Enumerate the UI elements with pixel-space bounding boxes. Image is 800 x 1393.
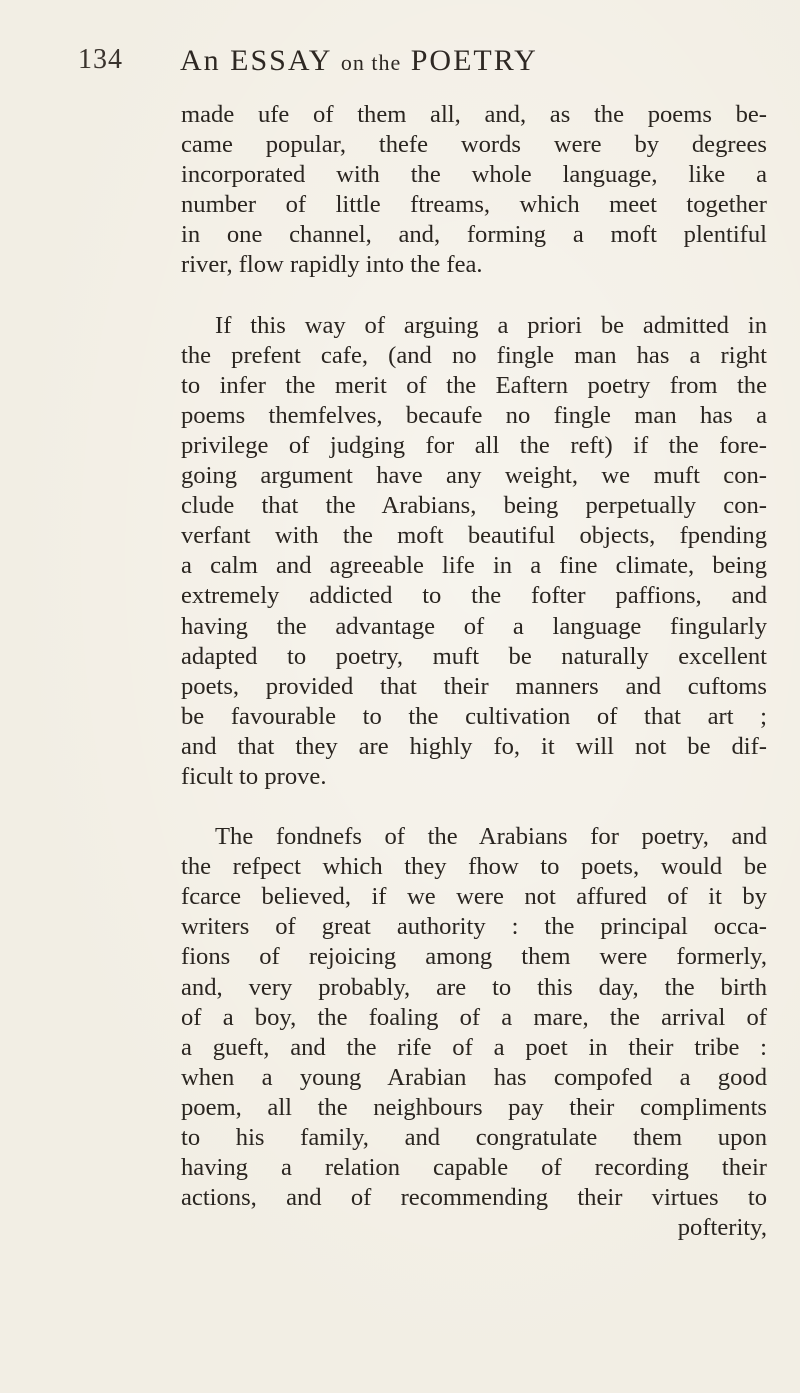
running-head-word-on-the: on the <box>340 50 402 75</box>
text-line: If this way of arguing a priori be admitted in <box>215 311 767 339</box>
text-line: to infer the merit of the Eaftern poetry from the <box>181 371 767 399</box>
text-line: clude that the Arabians, being perpetually con- <box>181 492 767 520</box>
text-line: be favourable to the cultivation of that art ; <box>181 702 767 730</box>
text-line: privilege of judging for all the reft) if the fore- <box>181 431 767 459</box>
running-head-word-essay: ESSAY <box>230 44 332 77</box>
text-line: a gueft, and the rife of a poet in their tribe : <box>181 1033 767 1061</box>
text-line: having the advantage of a language fingularly <box>181 612 767 640</box>
text-line: river, flow rapidly into the fea. <box>181 251 483 279</box>
text-line: made ufe of them all, and, as the poems be- <box>181 101 767 128</box>
paragraph-gap <box>181 281 767 311</box>
text-line: and, very probably, are to this day, the birth <box>181 973 767 1001</box>
text-line: poems themfelves, becaufe no fingle man has a <box>181 401 767 429</box>
page-number: 134 <box>78 44 123 75</box>
text-line: fions of rejoicing among them were formerly, <box>181 943 767 971</box>
text-line: a calm and agreeable life in a fine climate, being <box>181 552 767 580</box>
text-line: adapted to poetry, muft be naturally excellent <box>181 642 767 670</box>
text-line: incorporated with the whole language, like a <box>181 161 767 189</box>
text-line: the refpect which they fhow to poets, would be <box>181 853 767 881</box>
text-line: to his family, and congratulate them upon <box>181 1124 767 1151</box>
running-head-word-an: An <box>180 44 221 77</box>
text-line: in one channel, and, forming a moft plentiful <box>181 221 767 249</box>
paragraph-1 <box>181 100 767 281</box>
text-line: fcarce believed, if we were not affured of it by <box>181 883 767 911</box>
text-line: poem, all the neighbours pay their compliments <box>181 1093 767 1121</box>
text-line: writers of great authority : the principal occa- <box>181 913 767 941</box>
text-line: ficult to prove. <box>181 762 327 790</box>
text-line: when a young Arabian has compofed a good <box>181 1063 767 1091</box>
text-line: the prefent cafe, (and no fingle man has a right <box>181 341 767 369</box>
page-header <box>78 44 718 84</box>
text-line: of a boy, the foaling of a mare, the arrival of <box>181 1003 767 1031</box>
text-line: going argument have any weight, we muft con- <box>181 462 767 490</box>
text-line: The fondnefs of the Arabians for poetry, and <box>215 823 767 851</box>
body-text <box>181 100 767 1243</box>
paragraph-2 <box>181 311 767 793</box>
text-line: number of little ftreams, which meet together <box>181 191 767 219</box>
paragraph-3 <box>181 822 767 1243</box>
paragraph-gap <box>181 792 767 822</box>
text-line: came popular, thefe words were by degrees <box>181 131 767 159</box>
text-line: extremely addicted to the fofter paffions, and <box>181 582 767 610</box>
text-line: poets, provided that their manners and cuftoms <box>181 672 767 700</box>
text-line: verfant with the moft beautiful objects, fpending <box>181 522 767 550</box>
text-line: and that they are highly fo, it will not be dif- <box>181 732 767 760</box>
text-line: actions, and of recommending their virtues to <box>181 1184 767 1212</box>
running-head <box>180 44 538 78</box>
catchword: pofterity, <box>677 1214 767 1242</box>
running-head-word-poetry: POETRY <box>410 44 538 77</box>
text-line: having a relation capable of recording their <box>181 1154 767 1182</box>
